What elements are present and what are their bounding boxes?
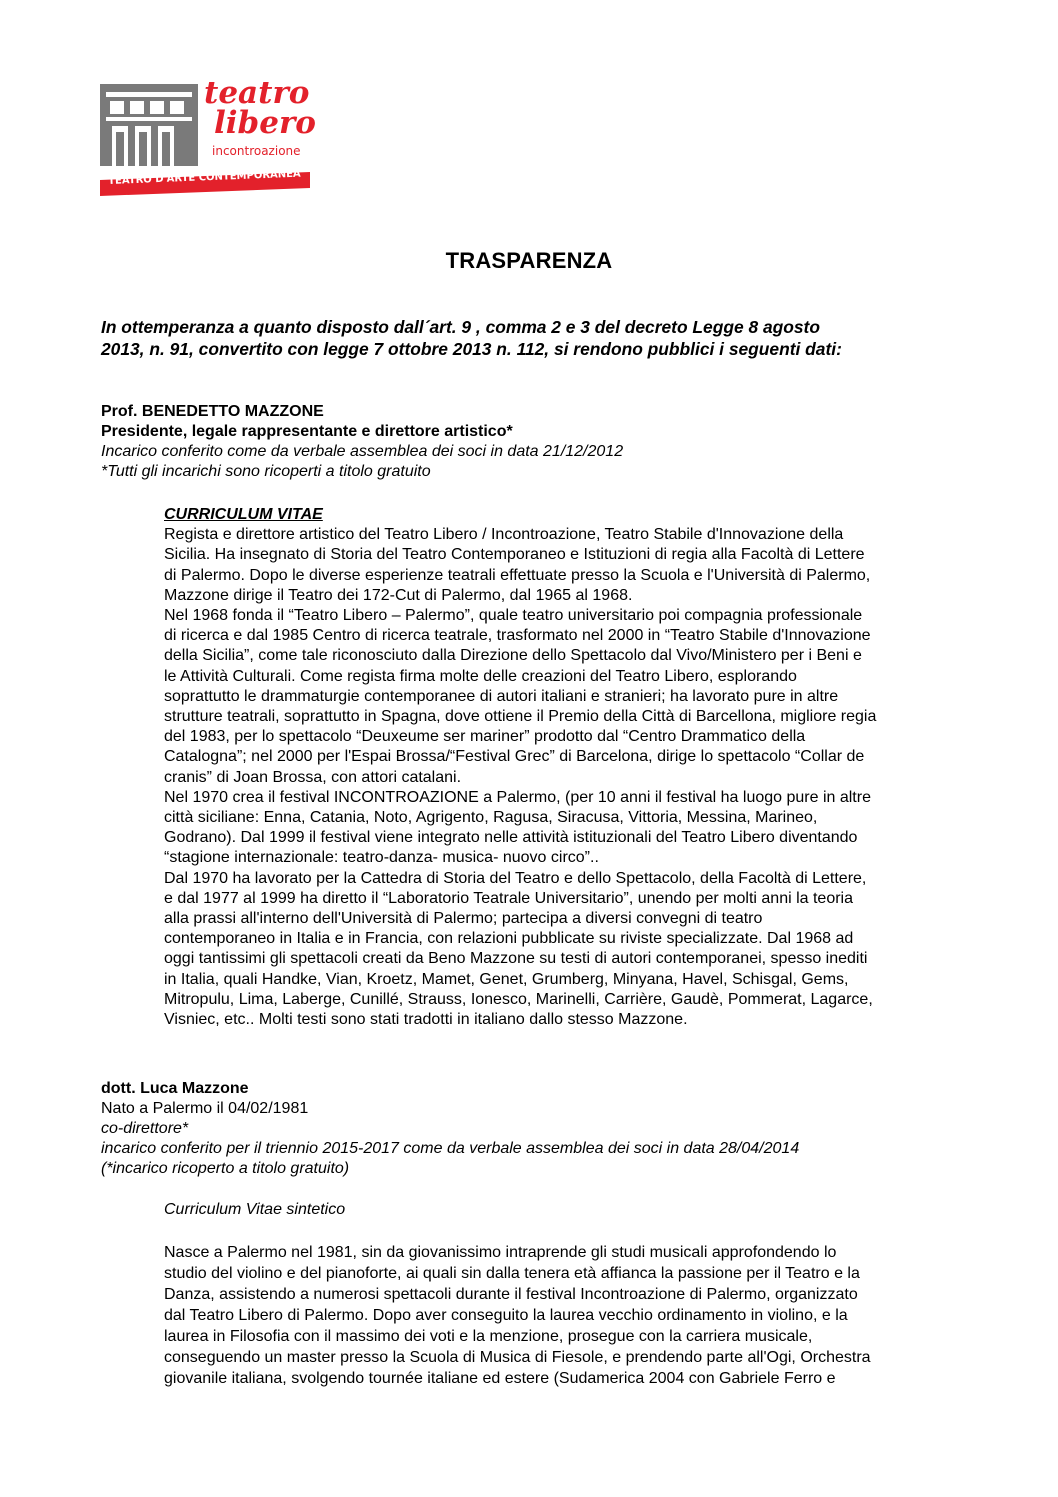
person1-note: *Tutti gli incarichi sono ricoperti a titolo gratuito	[101, 463, 431, 480]
person2-cv	[164, 1242, 964, 1389]
cv-line: di ricerca e dal 1985 Centro di ricerca teatrale, trasformato nel 2000 in “Teatro Stabile d'Innovazione	[164, 627, 871, 645]
person2-role: co-direttore*	[101, 1120, 189, 1137]
cv-line: le Attività Culturali. Come regista firma molte delle creazioni del Teatro Libero, esplorando	[164, 667, 797, 685]
cv-line: “stagione internazionale: teatro-danza- musica- nuovo circo”..	[164, 849, 599, 867]
intro-line: 2013, n. 91, convertito con legge 7 ottobre 2013 n. 112, si rendono pubblici i seguenti dati:	[101, 339, 842, 359]
cv-line: Regista e direttore artistico del Teatro Libero / Incontroazione, Teatro Stabile d'Innovazione della	[164, 526, 844, 544]
cv-line: Danza, assistendo a numerosi spettacoli durante il festival Incontroazione di Palermo, organizzato	[164, 1286, 858, 1303]
cv-line: oggi tantissimi gli spettacoli creati da Beno Mazzone su testi di autori contemporanei, spesso inediti	[164, 950, 868, 968]
cv-line: giovanile italiana, svolgendo tournée italiane ed estere (Sudamerica 2004 con Gabriele Ferro e	[164, 1370, 836, 1387]
cv-line: Sicilia. Ha insegnato di Storia del Teatro Contemporaneo e Istituzioni di regia alla Facoltà di Lettere	[164, 546, 865, 564]
cv-line: cranis” di Joan Brossa, con attori catalani.	[164, 768, 462, 786]
person1-cv-heading: CURRICULUM VITAE	[164, 506, 323, 523]
teatro-libero-logo	[100, 75, 316, 198]
person2-cv-body	[164, 1242, 964, 1389]
person2-born: Nato a Palermo il 04/02/1981	[101, 1100, 309, 1117]
cv-line: Dal 1970 ha lavorato per la Cattedra di Storia del Teatro e dello Spettacolo, della Facoltà di Lettere,	[164, 869, 867, 887]
person2-note: (*incarico ricoperto a titolo gratuito)	[101, 1160, 350, 1177]
person1-appointment: Incarico conferito come da verbale assemblea dei soci in data 21/12/2012	[101, 443, 624, 460]
cv-line: studio del violino e del pianoforte, ai quali sin dalla tenera età affianca la passione per il Teatro e la	[164, 1265, 860, 1282]
cv-line: della Sicilia”, come tale riconosciuto dalla Direzione dello Spettacolo dal Vivo/Ministero per i Beni e	[164, 647, 862, 665]
cv-line: dal Teatro Libero di Palermo. Dopo aver conseguito la laurea vecchio ordinamento in violino, e la	[164, 1307, 848, 1324]
cv-line: Mitropulu, Lima, Laberge, Cunillé, Strauss, Ionesco, Marinelli, Carrière, Gaudè, Pommerat, Lagarce,	[164, 990, 873, 1008]
person1-cv-body	[164, 525, 964, 1030]
cv-line: strutture teatrali, soprattutto in Spagna, dove ottiene il Premio della Città di Barcellona, migliore regia	[164, 708, 877, 726]
cv-line: di Palermo. Dopo le diverse esperienze teatrali effettuate presso la Scuola e l'Università di Palermo,	[164, 566, 871, 584]
person2-name: dott. Luca Mazzone	[101, 1080, 249, 1097]
cv-line: alla prassi all'interno dell'Università di Palermo; partecipa a diversi convegni di teatro	[164, 910, 763, 928]
cv-line: e dal 1977 al 1999 ha diretto il “Laboratorio Teatrale Universitario”, unendo per molti anni la teoria	[164, 889, 854, 907]
cv-line: soprattutto le drammaturgie contemporanee di autori italiani e stranieri; ha lavorato pure in altre	[164, 687, 839, 705]
cv-line: contemporaneo in Italia e in Francia, con relazioni pubblicate su riviste specializzate. Dal 1968 ad	[164, 930, 854, 948]
logo-brand-line2: libero	[214, 105, 316, 141]
logo-brand-line1: teatro	[204, 75, 310, 111]
cv-line: Nel 1968 fonda il “Teatro Libero – Palermo”, quale teatro universitario poi compagnia professionale	[164, 607, 863, 625]
person2-header	[101, 1079, 961, 1179]
person1-name: Prof. BENEDETTO MAZZONE	[101, 403, 324, 420]
person2-cv-heading: Curriculum Vitae sintetico	[164, 1201, 346, 1218]
cv-line: Nasce a Palermo nel 1981, sin da giovanissimo intraprende gli studi musicali approfondendo lo	[164, 1244, 837, 1261]
person1-cv	[164, 505, 964, 1030]
page-title: TRASPARENZA	[445, 248, 613, 273]
cv-line: conseguendo un master presso la Scuola di Musica di Fiesole, e prendendo parte all'Ogi, Orchestra	[164, 1349, 871, 1366]
intro-line: In ottemperanza a quanto disposto dall´art. 9 , comma 2 e 3 del decreto Legge 8 agosto	[101, 317, 820, 337]
cv-line: in Italia, quali Handke, Vian, Kroetz, Mamet, Genet, Grumberg, Minyana, Havel, Schisgal, Gems,	[164, 970, 849, 988]
cv-line: Nel 1970 crea il festival INCONTROAZIONE a Palermo, (per 10 anni il festival ha luogo pure in altre	[164, 788, 871, 806]
person2-appointment: incarico conferito per il triennio 2015-2017 come da verbale assemblea dei soci in data 28/04/2014	[101, 1140, 800, 1157]
logo-tagline: incontroazione	[212, 144, 301, 158]
intro-paragraph	[101, 316, 961, 360]
cv-line: Mazzone dirige il Teatro dei 172-Cut di Palermo, dal 1965 al 1968.	[164, 586, 633, 604]
cv-line: del 1983, per lo spettacolo “Deuxeume ser mariner” prodotto dal “Centro Drammatico della	[164, 728, 806, 746]
person1-header	[101, 402, 961, 482]
person1-role: Presidente, legale rappresentante e direttore artistico*	[101, 423, 513, 440]
person2-cv-heading-wrap	[164, 1200, 964, 1220]
cv-line: laurea in Filosofia con il massimo dei voti e la menzione, prosegue con la carriera musicale,	[164, 1328, 813, 1345]
cv-line: Catalogna”; nel 2000 per l'Espai Brossa/“Festival Grec” di Barcelona, dirige lo spettacolo “Collar de	[164, 748, 865, 766]
cv-line: Visniec, etc.. Molti testi sono stati tradotti in italiano dallo stesso Mazzone.	[164, 1011, 688, 1029]
cv-line: Godrano). Dal 1999 il festival viene integrato nelle attività istituzionali del Teatro Libero diventando	[164, 829, 858, 847]
cv-line: città siciliane: Enna, Catania, Noto, Agrigento, Ragusa, Siracusa, Vittoria, Messina, Marineo,	[164, 809, 818, 827]
logo-banner-text: TEATRO D'ARTE CONTEMPORANEA	[108, 168, 301, 187]
